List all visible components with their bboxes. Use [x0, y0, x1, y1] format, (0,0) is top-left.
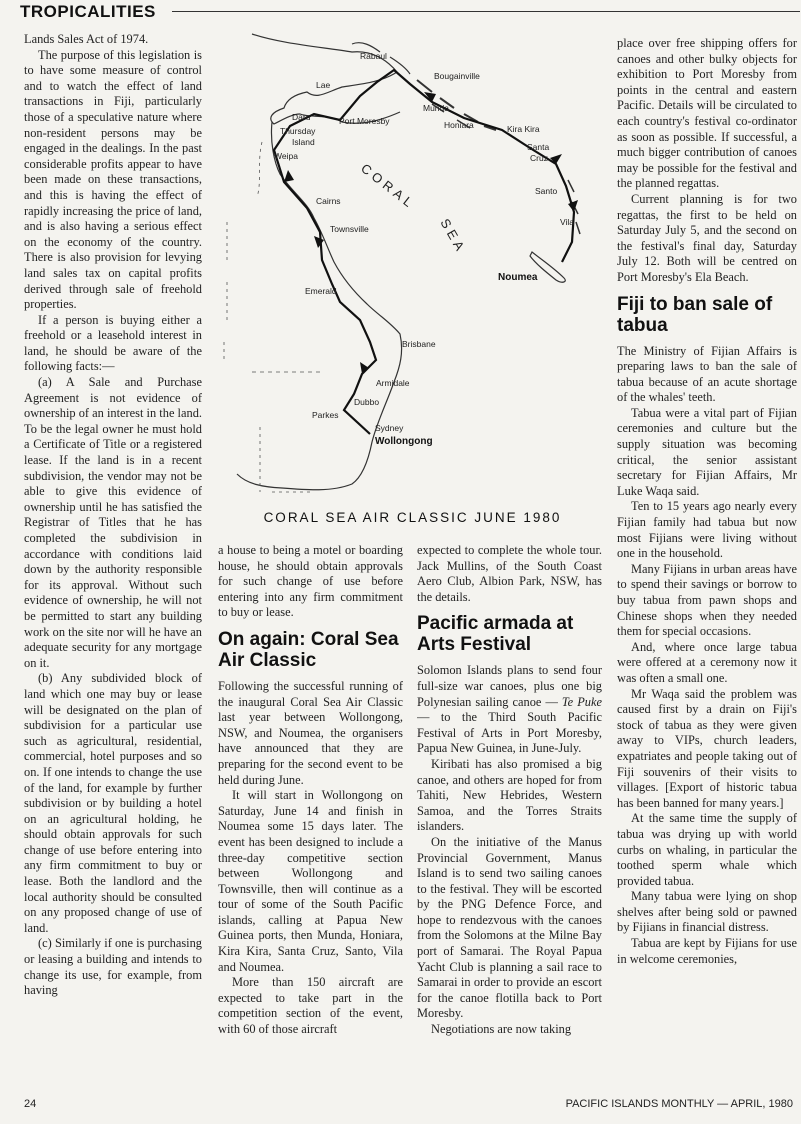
paragraph: expected to complete the whole tour. Jack Mullins, of the South Coast Aero Club, Albion Park, NSW, has the details.	[417, 543, 602, 604]
label-vila: Vila	[560, 217, 575, 227]
text-span: Solomon Islands plans to send four full-size war canoes, plus one big Polynesian sailing canoe —	[417, 663, 602, 709]
paragraph: Tabua were a vital part of Fijian ceremonies and culture but the supply situation was becoming critical, the senior assistant secretary for Fijian Affairs, Mr Luke Waqa said.	[617, 405, 797, 498]
headline-air-classic: On again: Coral Sea Air Classic	[218, 628, 399, 671]
label-island: Island	[292, 137, 315, 147]
headline-pacific-armada: Pacific armada at Arts Festival	[417, 613, 574, 656]
paragraph: Ten to 15 years ago nearly every Fijian family had tabua but now most Fijians were living without one in the household.	[617, 499, 797, 561]
paragraph: It will start in Wollongong on Saturday, June 14 and finish in Noumea some 15 days later. The event has been designed to include a three-day competitive section between Wollongong and Townsville, then will continue as a tour of some of the South Pacific islands, calling at Papua New Guinea ports, then Munda, Honiara, Kira Kira, Santa Cruz, Santo, Vila and Noumea.	[218, 788, 403, 974]
paragraph: Following the successful running of the inaugural Coral Sea Air Classic last year between Wollongong, NSW, and Noumea, the organisers have announced that they are preparing for the second event to be held during June.	[218, 678, 403, 787]
label-lae: Lae	[316, 80, 331, 90]
label-santo: Santo	[535, 186, 558, 196]
label-wollongong: Wollongong	[375, 436, 433, 447]
paragraph: Lands Sales Act of 1974.	[24, 32, 149, 46]
paragraph: At the same time the supply of tabua was drying up with world curbs on whaling, in particular the toothed sperm whale which provided tabua.	[617, 811, 797, 888]
label-coral: CORAL	[358, 160, 419, 213]
paragraph: (a) A Sale and Purchase Agreement is not evidence of ownership of an interest in the land. To be the legal owner he must hold a Certificate of Title or a registered lease. If the land is in a recent subdivision, the vendor may not be able to give this evidence of ownership until he has satisfied the Registrar of Titles that he has completed the subdivision in accordance with conditions laid down by the authority responsible for its approval. Without such evidence of ownership, he will not be permitted to start any building work on the site nor will he have an adequate security for any mortgage on it.	[24, 375, 202, 670]
label-parkes: Parkes	[312, 410, 339, 420]
column-air-classic	[218, 543, 403, 1093]
air-classic-route-map	[212, 22, 605, 527]
label-thursday: Thursday	[280, 126, 316, 136]
label-brisbane: Brisbane	[402, 339, 436, 349]
label-munda: Munda	[423, 103, 449, 113]
paragraph: (b) Any subdivided block of land which one may buy or lease will be designated on the plan of subdivision for a particular use such as agricultural, residential, commercial, hotel purposes and so on. If one intends to change the use of the land, for example by further subdivision or by building a hotel on an agricultural holding, he should obtain approvals for such change of use before entering into any firm commitment to buy or lease. Both the landlord and the local authority should be consulted on any proposed change of use of land.	[24, 671, 202, 935]
canoe-name: Te Puke	[561, 694, 602, 709]
section-title: TROPICALITIES	[20, 2, 156, 21]
map-caption: CORAL SEA AIR CLASSIC JUNE 1980	[263, 510, 562, 525]
page-number: 24	[24, 1098, 37, 1110]
label-port-moresby: Port Moresby	[339, 116, 390, 126]
headline-fiji-tabua: Fiji to ban sale of tabua	[617, 293, 773, 336]
column-pacific-armada	[417, 543, 602, 1093]
paragraph: And, where once large tabua were offered at a ceremony now it was often a small one.	[617, 639, 797, 685]
paragraph: Current planning is for two regattas, the first to be held on Saturday July 5, and the second on the festival's final day, Saturday July 12. Both will be centred on Port Moresby's Ela Beach.	[617, 191, 797, 284]
label-kira-kira: Kira Kira	[507, 124, 540, 134]
header-rule	[172, 11, 800, 12]
label-emerald: Emerald	[305, 286, 337, 296]
label-santa: Santa	[527, 142, 550, 152]
label-townsville: Townsville	[330, 224, 369, 234]
label-sydney: Sydney	[375, 423, 404, 433]
label-sea: SEA	[437, 216, 470, 257]
label-cruz: Cruz	[530, 153, 548, 163]
paragraph: Many Fijians in urban areas have to spend their savings or borrow to buy tabua from pawn shops and Chinese shops when they needed them for special occasions.	[617, 561, 797, 639]
paragraph: The purpose of this legislation is to have some measure of control and to watch the effect of land transactions in Fiji, particularly those of a speculative nature where non-resident persons may be engaged in the dealings. In the past considerable profits appear to have been made on these transactions, and this is having the effect of rapidly increasing the price of land, and is also having a serious effect on the economy of the country. There is also provision for levying land sales tax on capital profits derived through sale of freehold properties.	[24, 47, 202, 312]
column-fiji-tabua	[617, 36, 797, 1094]
paragraph: place over free shipping offers for canoes and other bulky objects for exhibition to Port Moresby from points in the central and eastern Pacific. Details will be circulated to each country's festival co-ordinator as soon as possible. If successful, a much bigger contribution of canoes may be possible for the festival and the planned regattas.	[617, 36, 797, 191]
spacer	[218, 621, 403, 629]
issue-line: PACIFIC ISLANDS MONTHLY — APRIL, 1980	[565, 1098, 793, 1110]
label-daru: Daru	[292, 112, 311, 122]
paragraph: The Ministry of Fijian Affairs is preparing laws to ban the sale of tabua because of an acute shortage of the whales' teeth.	[617, 343, 797, 405]
paragraph: On the initiative of the Manus Provincial Government, Manus Island is to send two sailing canoes to the festival. They will be escorted by the PNG Defence Force, and hope to rendezvous with the canoes from the Solomons at the Milne Bay port of Samarai. The Royal Papua Yacht Club is planning a sail race to Samarai in order to provide an escort for the canoe flotilla back to Port Moresby.	[417, 834, 602, 1021]
paragraph: Many tabua were lying on shop shelves after being sold or pawned by Fijians in financial distress.	[617, 889, 797, 935]
paragraph: a house to being a motel or boarding house, he should obtain approvals for such change of use before entering into any firm commitment to buy or lease.	[218, 543, 403, 620]
label-rabaul: Rabaul	[360, 51, 387, 61]
paragraph: Kiribati has also promised a big canoe, and others are hoped for from Tahiti, New Hebrides, Western Samoa, and the Torres Straits islanders.	[417, 756, 602, 834]
label-weipa: Weipa	[274, 151, 298, 161]
label-honiara: Honiara	[444, 120, 474, 130]
label-armidale: Armidale	[376, 378, 410, 388]
label-noumea: Noumea	[498, 272, 538, 283]
paragraph: If a person is buying either a freehold or a leasehold interest in land, he should be aware of the following facts:—	[24, 312, 202, 374]
spacer	[617, 286, 797, 294]
label-dubbo: Dubbo	[354, 397, 380, 407]
column-land-sales	[24, 32, 202, 1094]
paragraph: More than 150 aircraft are expected to take part in the competition section of the event, with 60 of those aircraft	[218, 975, 403, 1037]
label-cairns: Cairns	[316, 196, 341, 206]
paragraph	[417, 663, 602, 757]
label-bougainville: Bougainville	[434, 71, 480, 81]
paragraph: (c) Similarly if one is purchasing or leasing a building and intends to change its use, for example, from having	[24, 936, 202, 998]
paragraph: Mr Waqa said the problem was caused first by a drain on Fiji's stock of tabua as they were given away to VIPs, church leaders, expatriates and people taking out of Fiji souvenirs of their visits to villages. [Export of historic tabua has been banned for many years.]	[617, 686, 797, 810]
text-span: — to the Third South Pacific Festival of Arts in Port Moresby, Papua New Guinea, in June-July.	[417, 710, 602, 756]
paragraph: Negotiations are now taking	[431, 1022, 572, 1037]
spacer	[417, 605, 602, 613]
paragraph: Tabua are kept by Fijians for use in welcome ceremonies,	[617, 936, 797, 966]
